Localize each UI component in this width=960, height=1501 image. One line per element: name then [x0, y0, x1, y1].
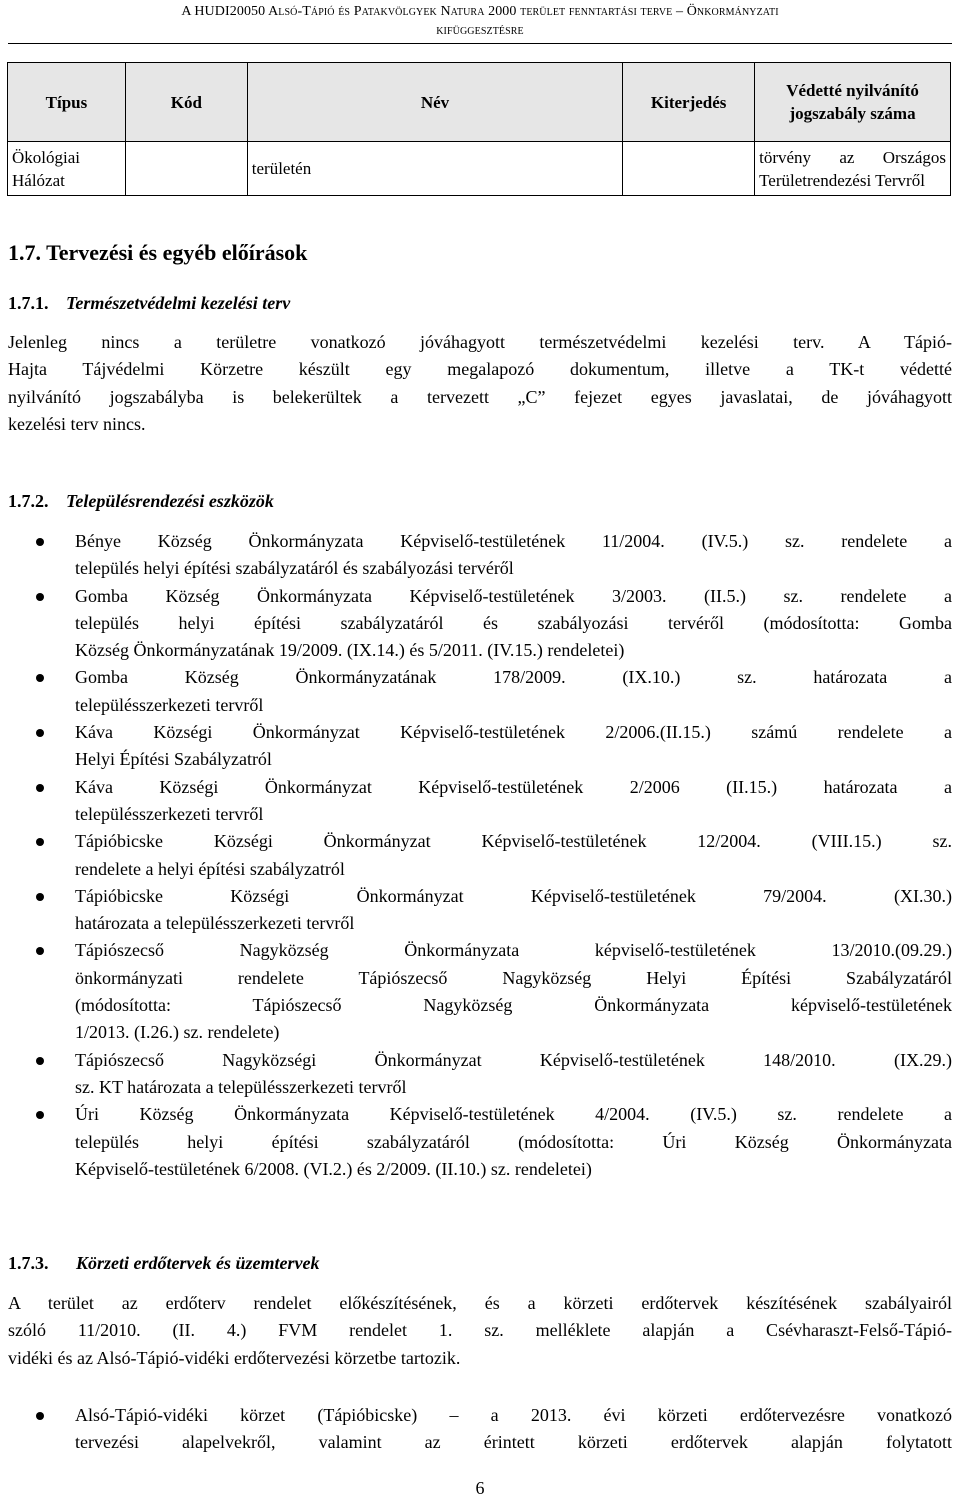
- table-header-cell: Név: [247, 63, 622, 142]
- paragraph-line: nyilvánító jogszabályba is belekerültek a tervezett „C” fejezet egyes javaslatai, de jóváhagyott: [8, 386, 952, 407]
- table-cell-type: Ökológiai Hálózat: [8, 142, 126, 196]
- list-item-line: Tápióbicske Községi Önkormányzat Képviselő-testületének 79/2004. (XI.30.): [75, 885, 952, 906]
- paragraph-line: kezelési terv nincs.: [8, 413, 146, 434]
- section-heading-1-7: [8, 240, 307, 266]
- table-row: [8, 142, 951, 196]
- header-line-1: A HUDI20050 Alsó-Tápió és Patakvölgyek Natura 2000 terület fenntartási terve – Önkormányzati: [181, 4, 779, 19]
- list-item: [0, 528, 952, 583]
- table-header-cell: Védetté nyilvánító jogszabály száma: [755, 63, 951, 142]
- list-item: [0, 828, 952, 883]
- list-item: [0, 937, 952, 1046]
- list-item-line: településszerkezeti tervről: [75, 694, 264, 715]
- bullet-icon: [36, 538, 44, 546]
- forest-district-list: [0, 1402, 952, 1457]
- section-title: Körzeti erdőtervek és üzemtervek: [76, 1253, 320, 1273]
- list-item-line: rendelete a helyi építési szabályzatról: [75, 858, 345, 879]
- table-cell-extent: [623, 142, 755, 196]
- list-item-line: (módosította: Tápiószecső Nagyközség Önkormányzata képviselő-testületének: [75, 995, 952, 1016]
- section-heading-1-7-2: [8, 491, 274, 512]
- list-item: [0, 1402, 952, 1457]
- bullet-icon: [36, 1111, 44, 1119]
- list-item: [0, 664, 952, 719]
- bullet-icon: [36, 593, 44, 601]
- section-number: 1.7.3.: [8, 1253, 49, 1273]
- list-item: [0, 1047, 952, 1102]
- list-item-line: Bénye Község Önkormányzata Képviselő-testületének 11/2004. (IV.5.) sz. rendelete a: [75, 531, 952, 551]
- list-item-line: település helyi építési szabályzatáról (módosította: Úri Község Önkormányzata: [75, 1131, 952, 1152]
- list-item-line: határozata a településszerkezeti tervről: [75, 913, 355, 934]
- section-number: 1.7.1.: [8, 293, 49, 313]
- table-cell-law: törvény az Országos Területrendezési Tervről: [755, 142, 951, 196]
- list-item: [0, 774, 952, 829]
- list-item-line: településszerkezeti tervről: [75, 803, 264, 824]
- bullet-icon: [36, 947, 44, 955]
- section-number: 1.7.2.: [8, 491, 49, 511]
- header-line-2: kifüggesztésre: [436, 23, 524, 38]
- paragraph-line: szóló 11/2010. (II. 4.) FVM rendelet 1. sz. melléklete alapján a Csévharaszt-Felső-Tápió-: [8, 1320, 952, 1341]
- list-item-line: tervezési alapelvekről, valamint az érintett körzeti erdőtervek alapján folytatott: [75, 1432, 952, 1453]
- list-item-line: Tápióbicske Községi Önkormányzat Képviselő-testületének 12/2004. (VIII.15.) sz.: [75, 831, 952, 852]
- list-item: [0, 719, 952, 774]
- header-rule: [8, 43, 952, 44]
- table-header-cell: Típus: [8, 63, 126, 142]
- bullet-icon: [36, 729, 44, 737]
- bullet-icon: [36, 784, 44, 792]
- section-heading-1-7-3: [8, 1253, 319, 1274]
- list-item-line: Helyi Építési Szabályzatról: [75, 749, 272, 770]
- list-item-line: önkormányzati rendelete Tápiószecső Nagyközség Helyi Építési Szabályzatáról: [75, 967, 952, 988]
- list-item-line: sz. KT határozata a településszerkezeti tervről: [75, 1076, 407, 1097]
- list-item-line: Gomba Község Önkormányzata Képviselő-testületének 3/2003. (II.5.) sz. rendelete a: [75, 585, 952, 606]
- section-number: 1.7.: [8, 240, 41, 265]
- list-item-line: település helyi építési szabályzatáról és szabályozási tervéről (módosította: Gomba: [75, 612, 952, 633]
- section-title: Természetvédelmi kezelési terv: [66, 293, 291, 313]
- paragraph-line: Hajta Tájvédelmi Körzetre készült egy megalapozó dokumentum, illetve a TK-t védetté: [8, 359, 952, 380]
- bullet-icon: [36, 838, 44, 846]
- section-title: Tervezési és egyéb előírások: [46, 240, 308, 265]
- list-item-line: település helyi építési szabályzatáról és szabályozási tervéről: [75, 558, 514, 579]
- bullet-icon: [36, 1412, 44, 1420]
- list-item: [0, 583, 952, 665]
- paragraph-forest-plans: [8, 1290, 952, 1372]
- section-heading-1-7-1: [8, 293, 290, 314]
- bullet-icon: [36, 674, 44, 682]
- list-item-line: Úri Község Önkormányzata Képviselő-testületének 4/2004. (IV.5.) sz. rendelete a: [75, 1104, 952, 1125]
- page-number: 6: [475, 1478, 485, 1498]
- list-item-line: Gomba Község Önkormányzatának 178/2009. (IX.10.) sz. határozata a: [75, 667, 952, 688]
- planning-instruments-list: [0, 528, 952, 1183]
- list-item-line: Község Önkormányzatának 19/2009. (IX.14.) és 5/2011. (IV.15.) rendeletei): [75, 640, 625, 661]
- table-cell-code: [125, 142, 247, 196]
- running-header: [8, 2, 952, 40]
- protected-area-table: [7, 62, 951, 196]
- table-header-row: [8, 63, 951, 142]
- list-item-line: Alsó-Tápió-vidéki körzet (Tápióbicske) – a 2013. évi körzeti erdőtervezésre vonatkozó: [75, 1405, 952, 1425]
- paragraph-line: A terület az erdőterv rendelet előkészítésének, és a körzeti erdőtervek készítésének szabályairól: [8, 1293, 952, 1313]
- table-cell-name: területén: [247, 142, 622, 196]
- paragraph-line: Jelenleg nincs a területre vonatkozó jóváhagyott természetvédelmi kezelési terv. A Tápió-: [8, 332, 952, 352]
- paragraph-management-plan: [8, 329, 952, 438]
- list-item-line: Káva Községi Önkormányzat Képviselő-testületének 2/2006.(II.15.) számú rendelete a: [75, 722, 952, 743]
- list-item: [0, 1101, 952, 1183]
- bullet-icon: [36, 1057, 44, 1065]
- list-item-line: Tápiószecső Nagyközségi Önkormányzat Képviselő-testületének 148/2010. (IX.29.): [75, 1049, 952, 1070]
- list-item-line: 1/2013. (I.26.) sz. rendelete): [75, 1022, 280, 1043]
- list-item-line: Képviselő-testületének 6/2008. (VI.2.) és 2/2009. (II.10.) sz. rendeletei): [75, 1158, 592, 1179]
- list-item-line: Tápiószecső Nagyközség Önkormányzata képviselő-testületének 13/2010.(09.29.): [75, 940, 952, 961]
- table-header-cell: Kiterjedés: [623, 63, 755, 142]
- list-item: [0, 883, 952, 938]
- paragraph-line: vidéki és az Alsó-Tápió-vidéki erdőtervezési körzetbe tartozik.: [8, 1347, 461, 1368]
- bullet-icon: [36, 893, 44, 901]
- table-header-cell: Kód: [125, 63, 247, 142]
- section-title: Településrendezési eszközök: [66, 491, 274, 511]
- list-item-line: Káva Községi Önkormányzat Képviselő-testületének 2/2006 (II.15.) határozata a: [75, 776, 952, 797]
